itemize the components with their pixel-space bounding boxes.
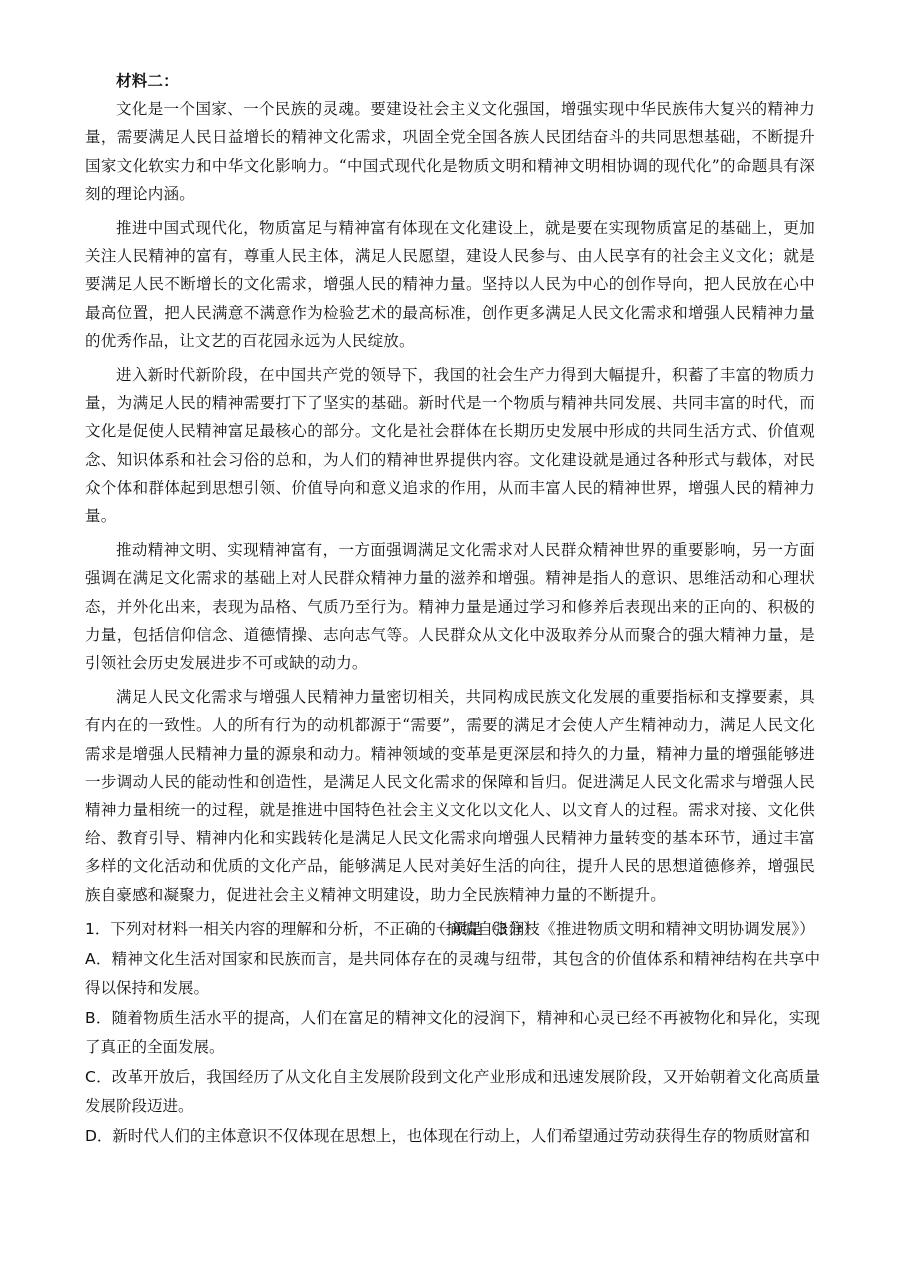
question-stem: 1．下列对材料一相关内容的理解和分析，不正确的一项是（3分）: [85, 920, 539, 938]
material-paragraph-4: 推动精神文明、实现精神富有，一方面强调满足文化需求对人民群众精神世界的重要影响，另一方面强调在满足文化需求的基础上对人民群众精神力量的滋养和增强。精神是指人的意识、思维活动和心理状态，并外化出来，表现为品格、气质乃至行为。精神力量是通过学习和修养后表现出来的正向的、积极的力量，包括信仰信念、道德情操、志向志气等。人民群众从文化中汲取养分从而聚合的强大精神力量，是引领社会历史发展进步不可或缺的动力。: [85, 541, 815, 673]
reading-material-two: [85, 67, 815, 943]
material-paragraph-5: 满足人民文化需求与增强人民精神力量密切相关，共同构成民族文化发展的重要指标和支撑要素，具有内在的一致性。人的所有行为的动机都源于“需要”，需要的满足才会使人产生精神动力，满足人民文化需求是增强人民精神力量的源泉和动力。精神领域的变革是更深层和持久的力量，精神力量的增强能够进一步调动人民的能动性和创造性，是满足人民文化需求的保障和旨归。促进满足人民文化需求与增强人民精神力量相统一的过程，就是推进中国特色社会主义文化以文化人、以文育人的过程。需求对接、文化供给、教育引导、精神内化和实践转化是满足人民文化需求向增强人民精神力量转变的基本环节，通过丰富多样的文化活动和优质的文化产品，能够满足人民对美好生活的向往，提升人民的思想道德修养，增强民族自豪感和凝聚力，促进社会主义精神文明建设，助力全民族精神力量的不断提升。: [85, 688, 815, 904]
option-b: B．随着物质生活水平的提高，人们在富足的精神文化的浸润下，精神和心灵已经不再被物化和异化，实现了真正的全面发展。: [85, 1008, 820, 1056]
material-heading: 材料二：: [116, 72, 179, 90]
option-a: A．精神文化生活对国家和民族而言，是共同体存在的灵魂与纽带，其包含的价值体系和精神结构在共享中得以保持和发展。: [85, 949, 820, 997]
option-c: C．改革开放后，我国经历了从文化自主发展阶段到文化产业形成和迅速发展阶段，又开始朝着文化高质量发展阶段迈进。: [85, 1067, 820, 1115]
question-block: [85, 915, 820, 1151]
material-paragraph-2: 推进中国式现代化，物质富足与精神富有体现在文化建设上，就是要在实现物质富足的基础上，更加关注人民精神的富有，尊重人民主体，满足人民愿望，建设人民参与、由人民享有的社会主义文化；就是要满足人民不断增长的文化需求，增强人民的精神力量。坚持以人民为中心的创作导向，把人民放在心中最高位置，把人民满意不满意作为检验艺术的最高标准，创作更多满足人民文化需求和增强人民精神力量的优秀作品，让文艺的百花园永远为人民绽放。: [85, 219, 815, 350]
material-source-citation: （摘编自张润枝《推进物质文明和精神文明协调发展》）: [430, 919, 815, 938]
material-paragraph-1: 文化是一个国家、一个民族的灵魂。要建设社会主义文化强国，增强实现中华民族伟大复兴的精神力量，需要满足人民日益增长的精神文化需求，巩固全党全国各族人民团结奋斗的共同思想基础，不断提升国家文化软实力和中华文化影响力。“中国式现代化是物质文明和精神文明相协调的现代化”的命题具有深刻的理论内涵。: [85, 100, 815, 203]
material-paragraph-3: 进入新时代新阶段，在中国共产党的领导下，我国的社会生产力得到大幅提升，积蓄了丰富的物质力量，为满足人民的精神需要打下了坚实的基础。新时代是一个物质与精神共同发展、共同丰富的时代，而文化是促使人民精神富足最核心的部分。文化是社会群体在长期历史发展中形成的共同生活方式、价值观念、知识体系和社会习俗的总和，为人们的精神世界提供内容。文化建设就是通过各种形式与载体，对民众个体和群体起到思想引领、价值导向和意义追求的作用，从而丰富人民的精神世界，增强人民的精神力量。: [85, 366, 815, 526]
option-d: D．新时代人们的主体意识不仅体现在思想上，也体现在行动上，人们希望通过劳动获得生存的物质财富和: [85, 1126, 810, 1145]
